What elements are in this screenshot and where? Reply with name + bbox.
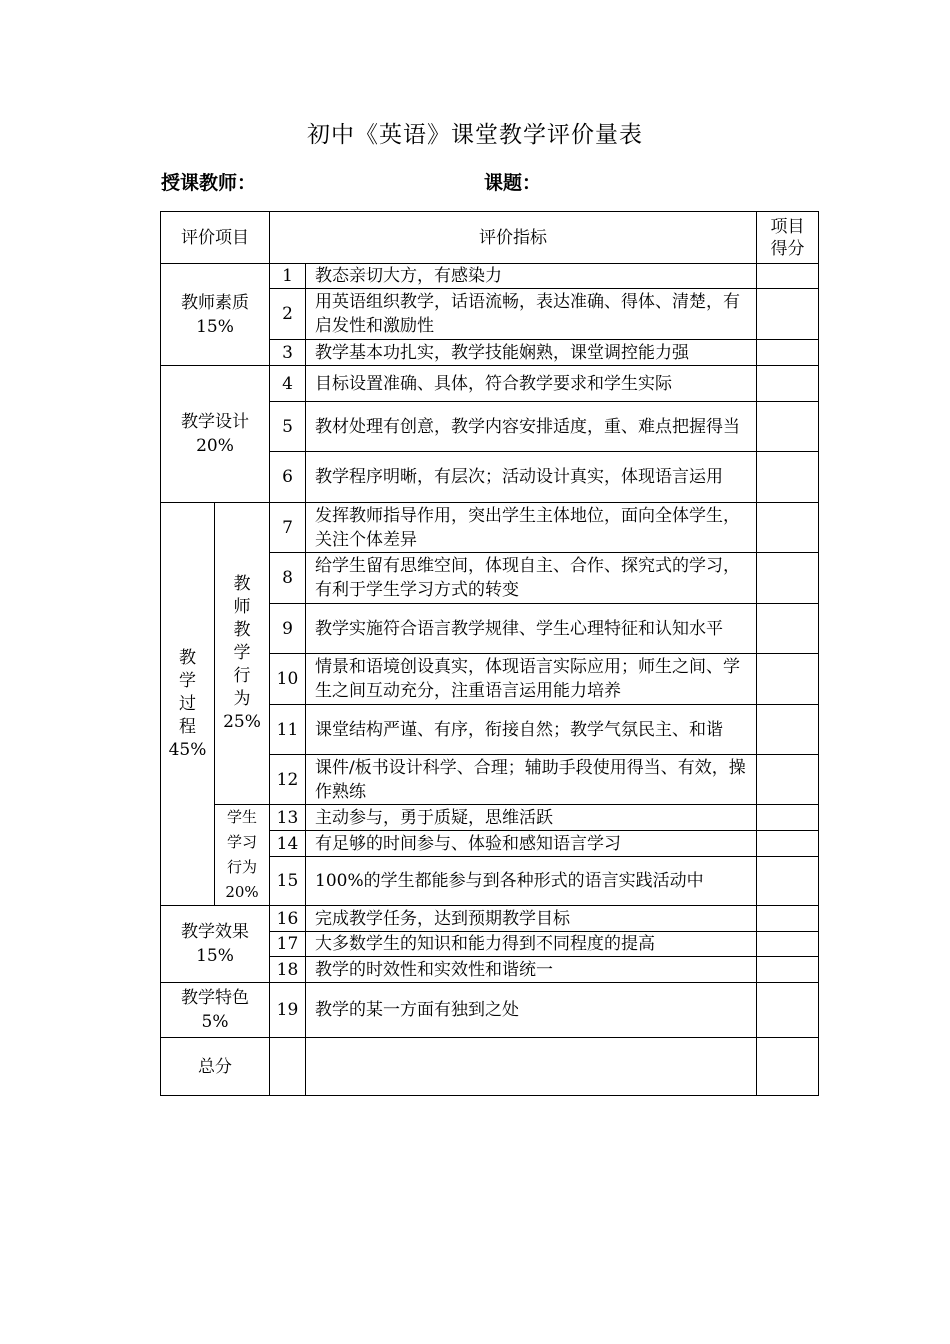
row-number: 1	[270, 264, 306, 289]
category-weight: 20%	[196, 436, 234, 456]
row-indicator: 课件/板书设计科学、合理；辅助手段使用得当、有效，操作熟练	[306, 755, 757, 805]
score-cell[interactable]	[757, 805, 819, 831]
row-indicator: 主动参与，勇于质疑，思维活跃	[306, 805, 757, 831]
row-indicator: 发挥教师指导作用，突出学生主体地位，面向全体学生，关注个体差异	[306, 503, 757, 553]
row-indicator: 目标设置准确、具体，符合教学要求和学生实际	[306, 366, 757, 402]
category-name: 教学效果	[181, 922, 249, 942]
total-row	[161, 1038, 819, 1096]
score-cell[interactable]	[757, 503, 819, 553]
table-row	[161, 983, 819, 1038]
score-cell[interactable]	[757, 553, 819, 604]
row-indicator: 教学基本功扎实，教学技能娴熟，课堂调控能力强	[306, 340, 757, 366]
row-number: 10	[270, 654, 306, 705]
category-weight: 15%	[196, 946, 234, 966]
row-number: 17	[270, 932, 306, 957]
row-number: 7	[270, 503, 306, 553]
category-feature	[161, 983, 270, 1038]
row-number: 9	[270, 604, 306, 654]
row-indicator: 100%的学生都能参与到各种形式的语言实践活动中	[306, 857, 757, 906]
row-number: 4	[270, 366, 306, 402]
row-number: 19	[270, 983, 306, 1038]
row-indicator: 教学的某一方面有独到之处	[306, 983, 757, 1038]
category-design	[161, 366, 270, 503]
row-indicator: 大多数学生的知识和能力得到不同程度的提高	[306, 932, 757, 957]
score-cell[interactable]	[757, 831, 819, 857]
row-indicator: 课堂结构严谨、有序，衔接自然；教学气氛民主、和谐	[306, 705, 757, 755]
row-indicator: 有足够的时间参与、体验和感知语言学习	[306, 831, 757, 857]
category-name: 教学过程	[179, 647, 196, 737]
score-cell[interactable]	[757, 983, 819, 1038]
category-weight: 15%	[196, 316, 234, 337]
total-label: 总分	[161, 1038, 270, 1096]
score-cell[interactable]	[757, 402, 819, 452]
table-row	[161, 906, 819, 932]
category-teacher-quality	[161, 264, 270, 366]
row-number: 18	[270, 957, 306, 983]
header-item: 评价项目	[161, 212, 270, 264]
row-number: 5	[270, 402, 306, 452]
table-row	[161, 503, 819, 553]
evaluation-table	[160, 211, 819, 1096]
category-weight: 25%	[223, 712, 261, 732]
category-weight: 45%	[168, 739, 207, 760]
category-name: 教师教学行为	[233, 574, 251, 709]
score-cell[interactable]	[757, 906, 819, 932]
row-number: 14	[270, 831, 306, 857]
score-cell[interactable]	[757, 604, 819, 654]
row-number: 8	[270, 553, 306, 604]
row-number: 3	[270, 340, 306, 366]
row-number: 12	[270, 755, 306, 805]
category-weight: 20%	[225, 883, 259, 901]
row-number: 2	[270, 289, 306, 340]
row-indicator: 完成教学任务，达到预期教学目标	[306, 906, 757, 932]
header-row	[161, 212, 819, 264]
row-indicator: 用英语组织教学，话语流畅，表达准确、得体、清楚，有启发性和激励性	[306, 289, 757, 340]
total-number-cell	[270, 1038, 306, 1096]
total-score-cell[interactable]	[757, 1038, 819, 1096]
row-indicator: 教学程序明晰，有层次；活动设计真实，体现语言运用	[306, 452, 757, 503]
category-weight: 5%	[201, 1012, 229, 1032]
category-effect	[161, 906, 270, 983]
table-row	[161, 805, 819, 831]
teacher-label: 授课教师：	[161, 172, 257, 194]
total-indicator-cell	[306, 1038, 757, 1096]
row-indicator: 教学实施符合语言教学规律、学生心理特征和认知水平	[306, 604, 757, 654]
category-name: 教师素质	[181, 292, 249, 313]
table-row	[161, 264, 819, 289]
topic-label: 课题：	[484, 172, 542, 194]
category-student-behavior	[215, 805, 270, 906]
row-indicator: 教材处理有创意，教学内容安排适度，重、难点把握得当	[306, 402, 757, 452]
score-cell[interactable]	[757, 932, 819, 957]
score-cell[interactable]	[757, 654, 819, 705]
row-indicator: 给学生留有思维空间，体现自主、合作、探究式的学习，有利于学生学习方式的转变	[306, 553, 757, 604]
row-number: 16	[270, 906, 306, 932]
category-name: 教学设计	[181, 412, 249, 432]
score-cell[interactable]	[757, 452, 819, 503]
score-cell[interactable]	[757, 289, 819, 340]
row-number: 13	[270, 805, 306, 831]
category-name: 学生学习行为	[226, 808, 257, 876]
table-row	[161, 366, 819, 402]
header-score: 项目得分	[757, 212, 819, 264]
page-title: 初中《英语》课堂教学评价量表	[307, 122, 643, 148]
score-cell[interactable]	[757, 857, 819, 906]
category-name: 教学特色	[181, 988, 249, 1008]
score-cell[interactable]	[757, 366, 819, 402]
row-number: 6	[270, 452, 306, 503]
score-cell[interactable]	[757, 755, 819, 805]
row-indicator: 情景和语境创设真实，体现语言实际应用；师生之间、学生之间互动充分，注重语言运用能力培养	[306, 654, 757, 705]
row-indicator: 教学的时效性和实效性和谐统一	[306, 957, 757, 983]
score-cell[interactable]	[757, 264, 819, 289]
category-teacher-behavior	[215, 503, 270, 805]
row-number: 15	[270, 857, 306, 906]
row-indicator: 教态亲切大方，有感染力	[306, 264, 757, 289]
header-indicator: 评价指标	[270, 212, 757, 264]
row-number: 11	[270, 705, 306, 755]
category-process	[161, 503, 215, 906]
score-cell[interactable]	[757, 705, 819, 755]
score-cell[interactable]	[757, 957, 819, 983]
score-cell[interactable]	[757, 340, 819, 366]
